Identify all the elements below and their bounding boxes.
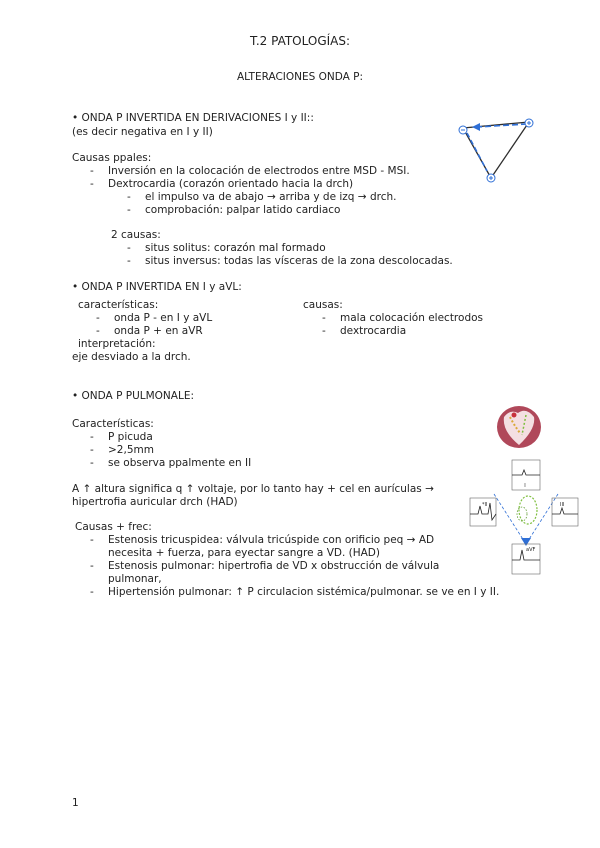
list-item: Inversión en la colocación de electrodos entre MSD - MSI. xyxy=(108,165,410,177)
lead-label: I xyxy=(524,483,526,489)
list-dash: - xyxy=(90,457,94,469)
list-item: onda P + en aVR xyxy=(114,325,203,337)
section3-characteristics-label: Características: xyxy=(72,418,154,430)
section1-note: (es decir negativa en I y II) xyxy=(72,126,213,138)
list-dash: - xyxy=(127,191,131,203)
section3-heading: • ONDA P PULMONALE: xyxy=(72,390,194,402)
frequent-causes-label: Causas + frec: xyxy=(75,521,152,533)
paragraph-line: hipertrofia auricular drch (HAD) xyxy=(72,496,238,508)
list-dash: - xyxy=(90,534,94,546)
list-dash: - xyxy=(322,312,326,324)
list-dash: - xyxy=(90,586,94,598)
list-item: P picuda xyxy=(108,431,153,443)
list-item-continuation: pulmonar, xyxy=(108,573,162,585)
list-item: el impulso va de abajo → arriba y de izq → drch. xyxy=(145,191,397,203)
list-dash: - xyxy=(90,431,94,443)
list-item: Hipertensión pulmonar: ↑ P circulacion sistémica/pulmonar. se ve en I y II. xyxy=(108,586,500,598)
lead-label: aVF xyxy=(526,547,536,553)
list-dash: - xyxy=(90,165,94,177)
lead-label: III xyxy=(560,502,565,508)
list-dash: - xyxy=(127,204,131,216)
interpretation-label: interpretación: xyxy=(78,338,156,350)
list-dash: - xyxy=(96,325,100,337)
list-item: situs inversus: todas las vísceras de la zona descolocadas. xyxy=(145,255,453,267)
list-item: Estenosis tricuspidea: válvula tricúspide con orificio peq → AD xyxy=(108,534,435,546)
arrow-head-icon xyxy=(472,123,480,131)
list-dash: - xyxy=(90,560,94,572)
list-item: Estenosis pulmonar: hipertrofia de VD x obstrucción de válvula xyxy=(108,560,440,572)
list-item: dextrocardia xyxy=(340,325,407,337)
list-dash: - xyxy=(127,255,131,267)
heart-illustration xyxy=(496,403,542,451)
list-dash: - xyxy=(96,312,100,324)
list-dash: - xyxy=(90,178,94,190)
list-item: situs solitus: corazón mal formado xyxy=(145,242,326,254)
characteristics-label: características: xyxy=(78,299,159,311)
lead-label: *II xyxy=(482,502,488,508)
section2-heading: • ONDA P INVERTIDA EN I y aVL: xyxy=(72,281,242,293)
list-item: Dextrocardia (corazón orientado hacia la drch) xyxy=(108,178,354,190)
ecg-p-pulmonale-diagram xyxy=(468,458,578,576)
list-item-continuation: necesita + fuerza, para eyectar sangre a VD. (HAD) xyxy=(108,547,380,559)
list-item: mala colocación electrodos xyxy=(340,312,484,324)
section1-causes-label: Causas ppales: xyxy=(72,152,152,164)
list-dash: - xyxy=(90,444,94,456)
paragraph-line: A ↑ altura significa q ↑ voltaje, por lo tanto hay + cel en aurículas → xyxy=(72,483,434,495)
causes-label: causas: xyxy=(303,299,343,311)
page-number: 1 xyxy=(72,797,79,809)
section1-heading: • ONDA P INVERTIDA EN DERIVACIONES I y II:: xyxy=(72,112,314,124)
arrow-head-icon xyxy=(521,538,531,546)
triangle-outline xyxy=(463,122,529,178)
list-item: onda P - en I y aVL xyxy=(114,312,213,324)
page-title: T.2 PATOLOGÍAS: xyxy=(249,34,351,48)
two-causes-label: 2 causas: xyxy=(111,229,161,241)
list-item: comprobación: palpar latido cardiaco xyxy=(145,204,341,216)
atrium-outline xyxy=(519,496,537,524)
list-item: se observa ppalmente en II xyxy=(108,457,252,469)
interpretation-text: eje desviado a la drch. xyxy=(72,351,191,363)
page-subtitle: ALTERACIONES ONDA P: xyxy=(236,71,364,83)
einthoven-triangle-figure xyxy=(455,115,540,185)
list-dash: - xyxy=(322,325,326,337)
list-item: >2,5mm xyxy=(108,444,154,456)
list-dash: - xyxy=(127,242,131,254)
